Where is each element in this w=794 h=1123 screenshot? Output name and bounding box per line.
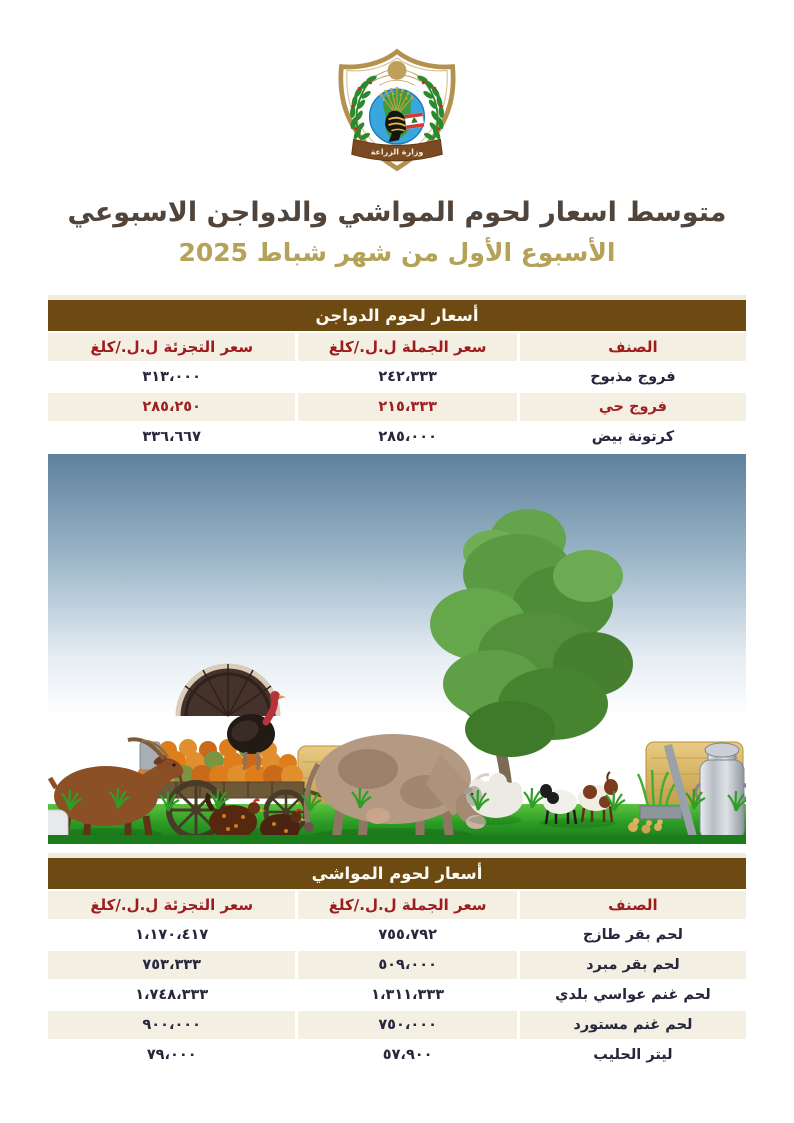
table-row	[48, 1041, 746, 1069]
column-header-item: الصنف	[520, 333, 746, 361]
column-header-item: الصنف	[520, 891, 746, 919]
milk-can-body	[700, 760, 744, 840]
wholesale-price-cell: ٢١٥،٣٣٣	[298, 393, 516, 421]
milk-can-lid	[705, 743, 739, 757]
wholesale-price-cell: ٢٨٥،٠٠٠	[298, 423, 516, 451]
column-header-retail: سعر التجزئة ل.ل./كلغ	[48, 891, 295, 919]
column-header-wholesale: سعر الجملة ل.ل./كلغ	[298, 333, 516, 361]
item-cell: فروج مذبوح	[520, 363, 746, 391]
poultry-table-title: أسعار لحوم الدواجن	[48, 300, 746, 331]
retail-price-cell: ٢٨٥،٢٥٠	[48, 393, 295, 421]
wholesale-price-cell: ٧٥٠،٠٠٠	[298, 1011, 516, 1039]
table-row	[48, 1011, 746, 1039]
item-cell: لحم بقر مبرد	[520, 951, 746, 979]
retail-price-cell: ٣٣٦،٦٦٧	[48, 423, 295, 451]
poultry-column-headers	[48, 333, 746, 361]
item-cell: لحم غنم عواسي بلدي	[520, 981, 746, 1009]
retail-price-cell: ١،١٧٠،٤١٧	[48, 921, 295, 949]
item-cell: ليتر الحليب	[520, 1041, 746, 1069]
item-cell: فروج حي	[520, 393, 746, 421]
livestock-table-title: أسعار لحوم المواشي	[48, 858, 746, 889]
lebanese-flag	[405, 113, 425, 129]
farm-scene-illustration	[48, 454, 746, 844]
livestock-column-headers	[48, 891, 746, 919]
column-header-retail: سعر التجزئة ل.ل./كلغ	[48, 333, 295, 361]
farm-scene-image	[48, 454, 746, 844]
wholesale-price-cell: ٥٧،٩٠٠	[298, 1041, 516, 1069]
retail-price-cell: ٩٠٠،٠٠٠	[48, 1011, 295, 1039]
retail-price-cell: ٣١٣،٠٠٠	[48, 363, 295, 391]
table-row	[48, 921, 746, 949]
column-header-wholesale: سعر الجملة ل.ل./كلغ	[298, 891, 516, 919]
retail-price-cell: ٧٥٣،٣٣٣	[48, 951, 295, 979]
poultry-prices-table	[48, 295, 746, 451]
logo-banner-text: وزارة الزراعة	[370, 147, 424, 157]
livestock-prices-table	[48, 853, 746, 1069]
wholesale-price-cell: ٢٤٢،٣٣٣	[298, 363, 516, 391]
item-cell: كرتونة بيض	[520, 423, 746, 451]
table-row	[48, 951, 746, 979]
table-row	[48, 423, 746, 451]
wholesale-price-cell: ١،٣١١،٣٣٣	[298, 981, 516, 1009]
table-row	[48, 393, 746, 421]
item-cell: لحم بقر طازج	[520, 921, 746, 949]
table-row	[48, 981, 746, 1009]
ministry-of-agriculture-logo	[0, 0, 794, 176]
page-title: متوسط اسعار لحوم المواشي والدواجن الاسبوعي	[67, 197, 727, 228]
page-subtitle: الأسبوع الأول من شهر شباط 2025	[178, 237, 616, 267]
table-row	[48, 363, 746, 391]
retail-price-cell: ١،٧٤٨،٣٣٣	[48, 981, 295, 1009]
retail-price-cell: ٧٩،٠٠٠	[48, 1041, 295, 1069]
ministry-logo-icon	[322, 44, 472, 176]
wholesale-price-cell: ٧٥٥،٧٩٢	[298, 921, 516, 949]
item-cell: لحم غنم مستورد	[520, 1011, 746, 1039]
wholesale-price-cell: ٥٠٩،٠٠٠	[298, 951, 516, 979]
metal-trough	[640, 806, 682, 819]
